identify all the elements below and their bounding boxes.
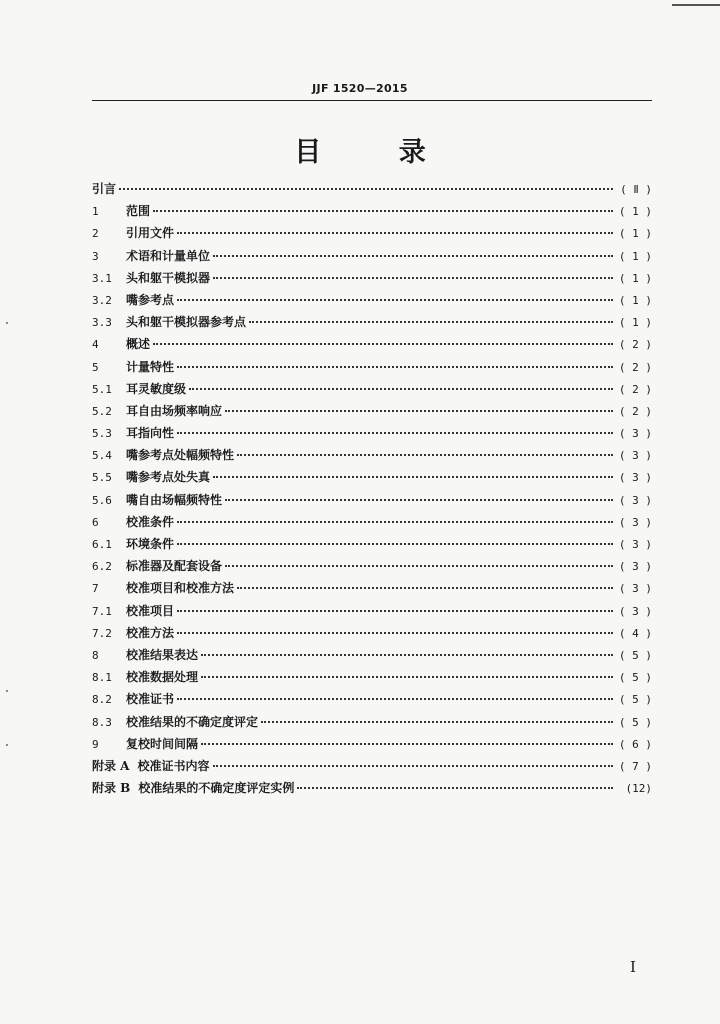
dot-leader	[177, 543, 613, 545]
dot-leader	[225, 410, 613, 412]
toc-entry-number: 6.1	[92, 538, 112, 551]
toc-entry-title: 校准条件	[126, 514, 175, 529]
toc-entry-title: 嘴参考点处失真	[126, 470, 211, 485]
toc-entry[interactable]	[92, 755, 652, 777]
toc-entry[interactable]	[92, 688, 652, 710]
toc-entry-title: 校准项目和校准方法	[126, 581, 235, 596]
dot-leader	[213, 255, 613, 257]
scan-speck	[6, 744, 8, 746]
dot-leader	[213, 277, 613, 279]
dot-leader	[153, 210, 613, 212]
dot-leader	[237, 587, 613, 589]
toc-entry-number: 4	[92, 338, 99, 352]
toc-entry-number: 1	[92, 205, 99, 219]
toc-entry[interactable]	[92, 711, 652, 733]
dot-leader	[249, 321, 613, 323]
toc-entry-page: (12)	[625, 782, 652, 796]
toc-entry-title: 校准项目	[126, 603, 175, 618]
toc-entry-title: 校准方法	[126, 625, 175, 640]
toc-entry-number: 5.6	[92, 493, 112, 507]
toc-entry[interactable]	[92, 555, 652, 577]
toc-entry[interactable]	[92, 600, 652, 622]
table-of-contents	[92, 178, 652, 799]
toc-entry-page: ( 7 )	[618, 759, 652, 773]
toc-entry-title: 引用文件	[126, 226, 175, 241]
toc-entry-page: ( 1 )	[618, 249, 652, 263]
page-number: I	[630, 958, 636, 976]
toc-entry-number: 5.4	[92, 449, 112, 463]
toc-entry-title: 耳指向性	[126, 426, 175, 441]
toc-entry-number: 5.1	[92, 382, 112, 396]
toc-entry-number: 8	[92, 648, 99, 662]
toc-entry-number: 5.3	[92, 427, 112, 441]
toc-entry-number: 2	[92, 227, 99, 241]
toc-entry-page: ( 2 )	[618, 338, 652, 352]
toc-entry[interactable]	[92, 311, 652, 333]
toc-entry-page: ( 5 )	[618, 693, 652, 707]
toc-entry[interactable]	[92, 267, 652, 289]
toc-entry-title: 环境条件	[126, 537, 175, 551]
toc-entry-number: 3.2	[92, 293, 112, 307]
toc-entry-number: 6.2	[92, 560, 112, 574]
dot-leader	[237, 454, 613, 456]
toc-entry-number: 5.2	[92, 404, 112, 418]
toc-entry-page: ( 3 )	[618, 538, 652, 551]
toc-entry-page: ( 2 )	[618, 404, 652, 418]
toc-entry-number: 3.1	[92, 271, 112, 285]
toc-entry-title: 头和躯干模拟器参考点	[126, 315, 247, 330]
toc-entry-page: ( 3 )	[618, 471, 652, 485]
toc-entry[interactable]	[92, 178, 652, 200]
toc-entry-title: 嘴参考点	[126, 292, 175, 307]
toc-entry-title: 耳灵敏度级	[126, 381, 187, 396]
toc-entry-number: 6	[92, 515, 99, 529]
toc-entry-page: ( 3 )	[618, 515, 652, 529]
toc-entry-page: ( 6 )	[618, 737, 652, 751]
toc-entry-title: 标准器及配套设备	[126, 559, 223, 574]
toc-entry-page: ( 3 )	[618, 582, 652, 596]
toc-entry-page: ( 2 )	[618, 382, 652, 396]
dot-leader	[177, 632, 613, 634]
toc-entry[interactable]	[92, 422, 652, 444]
dot-leader	[213, 765, 613, 767]
dot-leader	[153, 343, 613, 345]
dot-leader	[189, 388, 613, 390]
toc-entry-title: 计量特性	[126, 359, 175, 374]
toc-entry-title: 复校时间间隔	[126, 736, 199, 751]
dot-leader	[261, 721, 613, 723]
toc-entry-number: 8.2	[92, 693, 112, 707]
toc-entry[interactable]	[92, 666, 652, 688]
dot-leader	[225, 499, 613, 501]
toc-entry-number: 附录 A	[92, 758, 130, 773]
standard-code: JJF 1520—2015	[312, 82, 408, 95]
toc-entry[interactable]	[92, 733, 652, 755]
toc-entry[interactable]	[92, 200, 652, 222]
toc-entry[interactable]	[92, 644, 652, 666]
header-divider	[92, 100, 652, 101]
corner-scan-mark	[672, 4, 720, 6]
toc-entry-page: ( 3 )	[618, 427, 652, 441]
toc-entry-number: 5.5	[92, 471, 112, 485]
dot-leader	[177, 698, 613, 700]
toc-entry-number: 9	[92, 737, 99, 751]
dot-leader	[177, 521, 613, 523]
toc-entry-page: ( 3 )	[618, 493, 652, 507]
toc-entry-page: ( 3 )	[618, 560, 652, 574]
dot-leader	[213, 476, 613, 478]
dot-leader	[201, 743, 613, 745]
toc-entry-title: 校准结果表达	[126, 647, 199, 662]
toc-entry-number: 3.3	[92, 316, 112, 330]
toc-entry-title: 术语和计量单位	[126, 248, 211, 263]
toc-entry-title: 范围	[126, 204, 151, 219]
toc-entry-title: 校准数据处理	[126, 670, 199, 685]
dot-leader	[177, 299, 613, 301]
toc-entry-page: ( 1 )	[618, 316, 652, 330]
dot-leader	[177, 232, 613, 234]
dot-leader	[225, 565, 613, 567]
toc-entry-number: 8.1	[92, 671, 112, 685]
toc-entry[interactable]	[92, 222, 652, 244]
toc-entry-page: ( 5 )	[618, 671, 652, 685]
dot-leader	[201, 676, 613, 678]
dot-leader	[177, 432, 613, 434]
dot-leader	[177, 610, 613, 612]
toc-entry-page: ( 4 )	[618, 626, 652, 640]
toc-entry[interactable]	[92, 245, 652, 267]
toc-entry-page: ( 3 )	[618, 449, 652, 463]
toc-entry-number: 7.2	[92, 626, 112, 640]
toc-entry-page: ( 1 )	[618, 205, 652, 219]
toc-entry[interactable]	[92, 378, 652, 400]
toc-entry[interactable]	[92, 289, 652, 311]
toc-entry-number: 3	[92, 249, 99, 263]
toc-entry-number: 5	[92, 360, 99, 374]
page-title: 目 录	[294, 137, 460, 168]
toc-entry-page: ( 2 )	[618, 360, 652, 374]
toc-entry[interactable]	[92, 400, 652, 422]
toc-entry-page: ( 5 )	[618, 715, 652, 729]
toc-entry-number: 8.3	[92, 715, 112, 729]
toc-entry[interactable]	[92, 466, 652, 488]
toc-entry[interactable]	[92, 577, 652, 599]
toc-entry-page: ( 1 )	[618, 293, 652, 307]
dot-leader	[177, 366, 613, 368]
toc-entry-page: ( 1 )	[618, 227, 652, 241]
toc-entry[interactable]	[92, 533, 652, 555]
scan-speck	[6, 322, 8, 324]
toc-entry[interactable]	[92, 622, 652, 644]
toc-entry-title: 嘴自由场幅频特性	[126, 492, 223, 507]
toc-entry-number: 附录 B	[92, 781, 131, 796]
toc-entry[interactable]	[92, 356, 652, 378]
toc-entry-title: 校准证书内容	[137, 758, 210, 773]
toc-entry-page: ( 5 )	[618, 648, 652, 662]
toc-entry-title: 校准结果的不确定度评定实例	[138, 781, 295, 796]
dot-leader	[201, 654, 613, 656]
toc-entry-title: 耳自由场频率响应	[126, 403, 223, 418]
toc-entry[interactable]	[92, 511, 652, 533]
toc-entry-title: 头和躯干模拟器	[126, 270, 211, 285]
toc-entry-title: 概述	[126, 337, 151, 352]
toc-entry-page: ( 1 )	[618, 271, 652, 285]
toc-entry-number: 7	[92, 582, 99, 596]
toc-entry[interactable]	[92, 489, 652, 511]
toc-entry-title: 校准结果的不确定度评定	[126, 714, 259, 729]
toc-entry-title: 引言	[92, 182, 117, 196]
scan-speck	[6, 690, 8, 692]
dot-leader	[119, 188, 613, 190]
toc-entry-number: 7.1	[92, 604, 112, 618]
toc-entry[interactable]	[92, 444, 652, 466]
toc-entry-page: ( 3 )	[618, 604, 652, 618]
toc-entry[interactable]	[92, 333, 652, 355]
toc-entry-title: 嘴参考点处幅频特性	[126, 448, 235, 463]
toc-entry[interactable]	[92, 777, 652, 799]
toc-entry-title: 校准证书	[126, 692, 175, 707]
toc-entry-page: ( Ⅱ )	[620, 183, 652, 196]
dot-leader	[297, 787, 613, 789]
